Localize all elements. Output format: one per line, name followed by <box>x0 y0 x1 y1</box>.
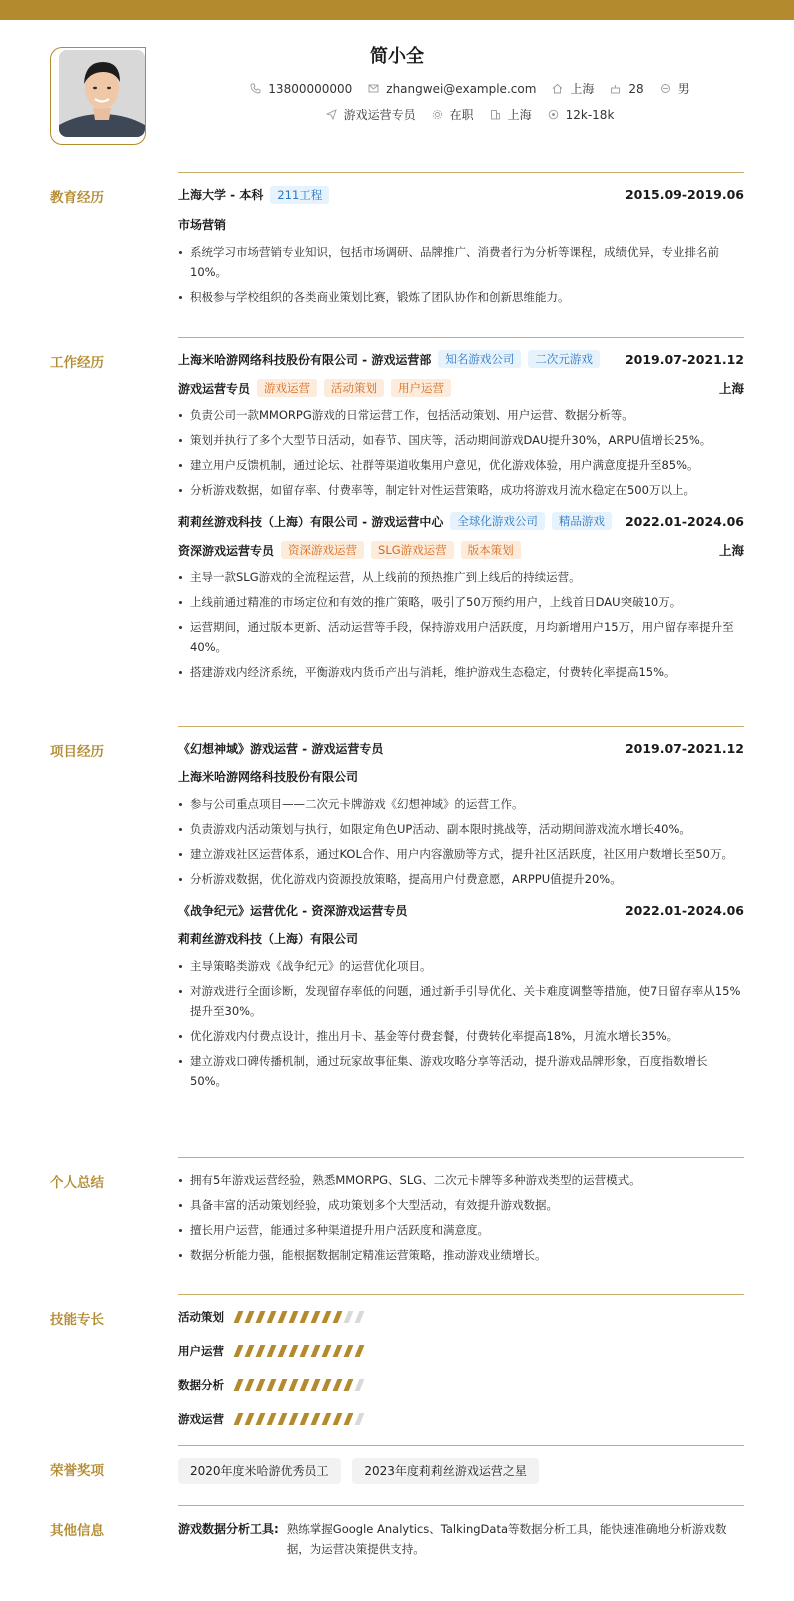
skill-row <box>178 1310 744 1324</box>
skill-bar-filled <box>256 1345 266 1357</box>
role-tag: 游戏运营 <box>257 379 317 397</box>
skill-bar-filled <box>311 1311 321 1323</box>
award-badge: 2023年度莉莉丝游戏运营之星 <box>352 1458 539 1484</box>
gear-icon <box>432 109 443 120</box>
list-item: 主导一款SLG游戏的全流程运营，从上线前的预热推广到上线后的持续运营。 <box>178 567 744 587</box>
candidate-name: 简小全 <box>370 46 424 67</box>
city-item <box>552 80 594 97</box>
section-divider <box>178 726 744 727</box>
role-tag: 用户运营 <box>391 379 451 397</box>
role-tag: 资深游戏运营 <box>281 541 364 559</box>
work-bullets <box>178 567 744 682</box>
projects-block <box>178 739 744 1096</box>
skill-bar-filled <box>311 1345 321 1357</box>
role-name: 游戏运营专员 <box>178 381 251 396</box>
section-divider <box>178 1294 744 1295</box>
skill-bar-filled <box>344 1345 354 1357</box>
job-intent-row <box>170 106 770 123</box>
status-text: 在职 <box>449 108 474 122</box>
project-title: 《幻想神域》游戏运营 - 游戏运营专员 <box>178 741 384 756</box>
contact-row <box>170 80 770 97</box>
summary-bullets <box>178 1170 744 1265</box>
position-item <box>326 106 416 123</box>
list-item: 搭建游戏内经济系统，平衡游戏内货币产出与消耗，维护游戏生态稳定，付费转化率提高15%。 <box>178 662 744 682</box>
skill-bar-filled <box>256 1379 266 1391</box>
building-icon <box>490 109 501 120</box>
skill-bar-filled <box>322 1311 332 1323</box>
skill-bar-filled <box>234 1379 244 1391</box>
work-bullets <box>178 405 744 500</box>
education-date: 2015.09-2019.06 <box>624 187 744 202</box>
skill-bar-filled <box>333 1345 343 1357</box>
company-tag: 全球化游戏公司 <box>450 512 545 530</box>
list-item: 分析游戏数据，如留存率、付费率等，制定针对性运营策略，成功将游戏月流水稳定在500万以上。 <box>178 480 744 500</box>
home-icon <box>552 83 563 94</box>
phone-item <box>250 82 352 96</box>
section-title-skills: 技能专长 <box>50 1312 104 1328</box>
gender-text: 男 <box>677 82 690 96</box>
skill-bar-filled <box>234 1311 244 1323</box>
work-location: 上海 <box>718 543 744 558</box>
skill-bar-filled <box>300 1345 310 1357</box>
school-name: 上海大学 - 本科 <box>178 188 264 202</box>
section-divider <box>178 1157 744 1158</box>
salary-item <box>548 108 615 122</box>
role-tag: SLG游戏运营 <box>371 541 454 559</box>
skill-bar-filled <box>245 1379 255 1391</box>
skill-bar-filled <box>267 1413 277 1425</box>
skill-bar-filled <box>289 1311 299 1323</box>
list-item: 对游戏进行全面诊断，发现留存率低的问题，通过新手引导优化、关卡难度调整等措施，使7日留存率从15%提升至30%。 <box>178 981 744 1021</box>
skill-bar-filled <box>245 1311 255 1323</box>
skill-bar-filled <box>278 1345 288 1357</box>
skill-bar-filled <box>300 1413 310 1425</box>
work-date: 2019.07-2021.12 <box>624 351 744 367</box>
project-bullets <box>178 794 744 889</box>
skill-bar-filled <box>300 1311 310 1323</box>
section-title-projects: 项目经历 <box>50 744 104 760</box>
section-title-education: 教育经历 <box>50 190 104 206</box>
list-item: 参与公司重点项目——二次元卡牌游戏《幻想神域》的运营工作。 <box>178 794 744 814</box>
skill-bar-empty <box>355 1413 365 1425</box>
section-divider <box>178 1445 744 1446</box>
skill-bar-filled <box>322 1379 332 1391</box>
work-location: 上海 <box>718 381 744 396</box>
list-item: 负责游戏内活动策划与执行，如限定角色UP活动、副本限时挑战等，活动期间游戏流水增长40%。 <box>178 819 744 839</box>
list-item: 建立游戏社区运营体系，通过KOL合作、用户内容激励等方式，提升社区活跃度，社区用户数增长至50万。 <box>178 844 744 864</box>
section-title-awards: 荣誉奖项 <box>50 1463 104 1479</box>
skill-bar-filled <box>300 1379 310 1391</box>
phone-icon <box>250 83 261 94</box>
list-item: 策划并执行了多个大型节日活动，如春节、国庆等，活动期间游戏DAU提升30%，ARPU值增长25%。 <box>178 430 744 450</box>
skill-bar-filled <box>311 1413 321 1425</box>
age-item <box>610 82 643 96</box>
company-name: 上海米哈游网络科技股份有限公司 - 游戏运营部 <box>178 352 432 367</box>
email-text: zhangwei@example.com <box>386 81 537 96</box>
list-item: 系统学习市场营销专业知识，包括市场调研、品牌推广、消费者行为分析等课程，成绩优异，专业排名前10%。 <box>178 242 744 282</box>
other-text: 熟练掌握Google Analytics、TalkingData等数据分析工具，能快速准确地分析游戏数据，为运营决策提供支持。 <box>286 1522 727 1556</box>
skill-bar-filled <box>245 1345 255 1357</box>
role-name: 资深游戏运营专员 <box>178 543 275 558</box>
target-city-text: 上海 <box>507 108 532 122</box>
project-company: 上海米哈游网络科技股份有限公司 <box>178 770 359 784</box>
skill-bar-filled <box>278 1413 288 1425</box>
list-item: 主导策略类游戏《战争纪元》的运营优化项目。 <box>178 956 744 976</box>
project-date: 2019.07-2021.12 <box>624 740 744 756</box>
skill-bar-filled <box>278 1311 288 1323</box>
other-block <box>178 1519 744 1559</box>
summary-block <box>178 1170 744 1270</box>
skill-bar-filled <box>344 1413 354 1425</box>
work-entry <box>178 350 744 500</box>
list-item: 建立游戏口碑传播机制，通过玩家故事征集、游戏攻略分享等活动，提升游戏品牌形象，百度指数增长50%。 <box>178 1051 744 1091</box>
list-item: 具备丰富的活动策划经验，成功策划多个大型活动，有效提升游戏数据。 <box>178 1195 744 1215</box>
mail-icon <box>368 83 379 94</box>
skill-bar-filled <box>355 1345 365 1357</box>
skill-row <box>178 1378 744 1392</box>
project-entry <box>178 739 744 889</box>
skill-name: 活动策划 <box>178 1310 224 1324</box>
major-name: 市场营销 <box>178 218 227 232</box>
skill-bar-filled <box>333 1379 343 1391</box>
city-text: 上海 <box>570 82 595 96</box>
section-title-other: 其他信息 <box>50 1523 104 1539</box>
section-title-summary: 个人总结 <box>50 1175 104 1191</box>
skill-row <box>178 1344 744 1358</box>
skill-level-bars <box>236 1413 368 1425</box>
section-title-work: 工作经历 <box>50 355 104 371</box>
company-tag: 知名游戏公司 <box>438 350 521 368</box>
skill-bar-empty <box>355 1379 365 1391</box>
list-item: 擅长用户运营，能通过多种渠道提升用户活跃度和满意度。 <box>178 1220 744 1240</box>
skill-bar-filled <box>333 1311 343 1323</box>
age-text: 28 <box>628 81 644 96</box>
position-text: 游戏运营专员 <box>343 108 416 122</box>
skill-bar-filled <box>256 1413 266 1425</box>
project-entry <box>178 901 744 1091</box>
skill-bar-filled <box>311 1379 321 1391</box>
skill-bar-filled <box>256 1311 266 1323</box>
skill-name: 游戏运营 <box>178 1412 224 1426</box>
skill-name: 数据分析 <box>178 1378 224 1392</box>
list-item: 拥有5年游戏运营经验，熟悉MMORPG、SLG、二次元卡牌等多种游戏类型的运营模式。 <box>178 1170 744 1190</box>
skill-bar-filled <box>267 1345 277 1357</box>
skill-bar-filled <box>322 1345 332 1357</box>
skills-block <box>178 1310 744 1426</box>
skill-bar-filled <box>245 1413 255 1425</box>
list-item: 分析游戏数据，优化游戏内资源投放策略，提高用户付费意愿，ARPPU值提升20%。 <box>178 869 744 889</box>
skill-level-bars <box>236 1379 368 1391</box>
salary-text: 12k-18k <box>565 107 615 122</box>
section-divider <box>178 172 744 173</box>
status-item <box>432 106 474 123</box>
list-item: 负责公司一款MMORPG游戏的日常运营工作，包括活动策划、用户运营、数据分析等。 <box>178 405 744 425</box>
project-company: 莉莉丝游戏科技（上海）有限公司 <box>178 932 359 946</box>
award-badge: 2020年度米哈游优秀员工 <box>178 1458 341 1484</box>
role-tag: 活动策划 <box>324 379 384 397</box>
list-item: 运营期间，通过版本更新、活动运营等手段，保持游戏用户活跃度，月均新增用户15万，用户留存率提升至40%。 <box>178 617 744 657</box>
skill-bar-filled <box>344 1379 354 1391</box>
list-item: 积极参与学校组织的各类商业策划比赛，锻炼了团队协作和创新思维能力。 <box>178 287 744 307</box>
company-tag: 精品游戏 <box>552 512 612 530</box>
project-title: 《战争纪元》运营优化 - 资深游戏运营专员 <box>178 903 408 918</box>
skill-row <box>178 1412 744 1426</box>
company-name: 莉莉丝游戏科技（上海）有限公司 - 游戏运营中心 <box>178 514 444 529</box>
skill-bar-filled <box>333 1413 343 1425</box>
skill-name: 用户运营 <box>178 1344 224 1358</box>
list-item: 上线前通过精准的市场定位和有效的推广策略，吸引了50万预约用户，上线首日DAU突破10万。 <box>178 592 744 612</box>
email-item <box>368 82 536 96</box>
skill-bar-empty <box>355 1311 365 1323</box>
top-accent-bar <box>0 0 794 20</box>
work-date: 2022.01-2024.06 <box>624 513 744 529</box>
skill-bar-filled <box>289 1413 299 1425</box>
education-block <box>178 186 744 312</box>
awards-block <box>178 1458 744 1484</box>
target-city-item <box>490 106 532 123</box>
cake-icon <box>610 83 621 94</box>
gender-item <box>660 80 690 97</box>
skill-bar-empty <box>344 1311 354 1323</box>
skill-level-bars <box>236 1311 368 1323</box>
project-date: 2022.01-2024.06 <box>624 902 744 918</box>
send-icon <box>326 109 337 120</box>
list-item: 数据分析能力强，能根据数据制定精准运营策略，推动游戏业绩增长。 <box>178 1245 744 1265</box>
section-divider <box>178 1505 744 1506</box>
skill-bar-filled <box>267 1311 277 1323</box>
list-item: 优化游戏内付费点设计，推出月卡、基金等付费套餐，付费转化率提高18%，月流水增长35%。 <box>178 1026 744 1046</box>
education-tag: 211工程 <box>270 186 329 204</box>
role-tag: 版本策划 <box>461 541 521 559</box>
section-divider <box>178 337 744 338</box>
phone-text: 13800000000 <box>268 81 353 96</box>
skill-bar-filled <box>278 1379 288 1391</box>
skill-bar-filled <box>289 1345 299 1357</box>
other-label: 游戏数据分析工具: <box>178 1522 279 1536</box>
work-entry <box>178 512 744 682</box>
list-item: 建立用户反馈机制，通过论坛、社群等渠道收集用户意见，优化游戏体验，用户满意度提升至85%。 <box>178 455 744 475</box>
skill-bar-filled <box>234 1345 244 1357</box>
gender-icon <box>660 83 671 94</box>
work-block <box>178 350 744 687</box>
skill-bar-filled <box>234 1413 244 1425</box>
education-bullets <box>178 242 744 307</box>
project-bullets <box>178 956 744 1091</box>
coin-icon <box>548 109 559 120</box>
skill-level-bars <box>236 1345 368 1357</box>
company-tag: 二次元游戏 <box>528 350 600 368</box>
skill-bar-filled <box>267 1379 277 1391</box>
skill-bar-filled <box>289 1379 299 1391</box>
skill-bar-filled <box>322 1413 332 1425</box>
